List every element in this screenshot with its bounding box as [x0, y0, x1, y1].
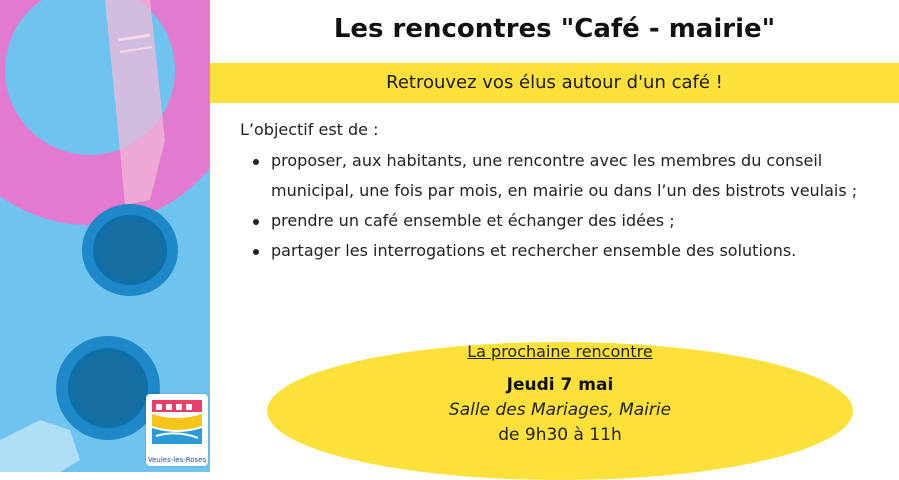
town-logo	[146, 394, 208, 466]
objective-list	[253, 146, 863, 266]
bullet-icon	[253, 219, 259, 225]
event-place: Salle des Mariages, Mairie	[448, 400, 672, 420]
list-item-text: partager les interrogations et rechercher ensemble des solutions.	[271, 241, 797, 260]
town-logo-caption: Veules-les-Roses	[147, 456, 207, 464]
tagline-banner	[210, 63, 899, 103]
bullet-icon	[253, 249, 259, 255]
list-item	[253, 206, 863, 236]
tagline-text: Retrouvez vos élus autour d'un café !	[386, 72, 723, 93]
list-item	[253, 236, 863, 266]
list-item-text: prendre un café ensemble et échanger des idées ;	[271, 211, 675, 230]
bullet-icon	[253, 159, 259, 165]
list-item	[253, 146, 863, 206]
event-heading: La prochaine rencontre	[467, 342, 653, 361]
town-logo-icon	[146, 394, 208, 452]
coffee-photo	[0, 0, 210, 472]
page-title: Les rencontres "Café - mairie"	[333, 14, 776, 44]
list-item-text: proposer, aux habitants, une rencontre avec les membres du conseil municipal, une fois par mois, en mairie ou dans l’un des bistrots veulais ;	[271, 151, 858, 200]
event-date: Jeudi 7 mai	[506, 375, 614, 395]
event-time: de 9h30 à 11h	[498, 425, 622, 445]
objective-intro: L’objectif est de :	[240, 120, 379, 139]
